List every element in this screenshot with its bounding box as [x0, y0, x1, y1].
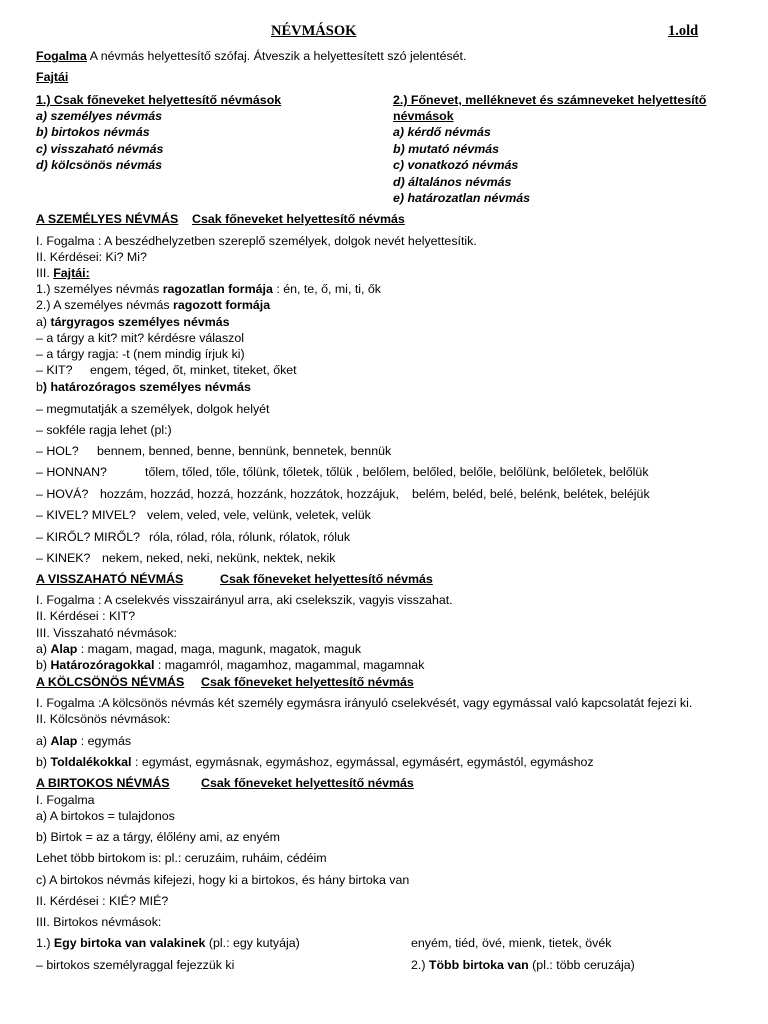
birtokos-egy-birtok [36, 936, 300, 951]
text-bold: Több birtoka van [428, 958, 529, 972]
text: b) [36, 755, 51, 769]
types-right-item: e) határozatlan névmás [393, 191, 531, 205]
text-bold: tárgyragos személyes névmás [50, 315, 230, 329]
szemelyes-line: – a tárgy a kit? mit? kérdésre válaszol [36, 331, 244, 345]
kinek-label: – KINEK? [36, 551, 91, 565]
kolcsonos-alap [36, 734, 131, 749]
types-right-item: c) vonatkozó névmás [393, 158, 519, 172]
fajtai-prefix: III. [36, 266, 54, 280]
hol-forms: bennem, benned, benne, bennünk, bennetek, bennük [97, 444, 392, 458]
types-right-header-cont: névmások [393, 109, 454, 123]
text: b) [36, 658, 51, 672]
text: a) [36, 315, 51, 329]
section-subtitle-birtokos: Csak főneveket helyettesítő névmás [201, 776, 414, 790]
text-bold: Alap [50, 642, 78, 656]
section-title-kolcsonos: A KÖLCSÖNÖS NÉVMÁS [36, 675, 185, 689]
visszahato-hatarozoragos [36, 658, 424, 673]
visszahato-alap [36, 642, 361, 657]
kit-forms: engem, téged, őt, minket, titeket, őket [90, 363, 297, 377]
page-title: NÉVMÁSOK [271, 23, 357, 39]
szemelyes-targyragos [36, 315, 230, 330]
birtokos-egy-forms: enyém, tiéd, övé, mienk, tietek, övék [411, 936, 612, 950]
types-right-header: 2.) Főnevet, melléknevet és számneveket helyettesítő [393, 93, 707, 107]
text: a) [36, 642, 51, 656]
szemelyes-line: – sokféle ragja lehet (pl:) [36, 423, 172, 437]
text: b [36, 380, 43, 394]
text: : egymás [77, 734, 132, 748]
kirol-forms: róla, rólad, róla, rólunk, rólatok, róluk [149, 530, 351, 544]
types-right-item: b) mutató névmás [393, 142, 500, 156]
types-left-item: c) visszaható névmás [36, 142, 164, 156]
text-bold: ragozatlan formája [162, 282, 273, 296]
fogalma-text: A névmás helyettesítő szófaj. Átveszik a helyettesített szó jelentését. [86, 49, 467, 63]
birtokos-line: b) Birtok = az a tárgy, élőlény ami, az enyém [36, 830, 280, 844]
text-bold: ) határozóragos személyes névmás [42, 380, 251, 394]
types-left-item: a) személyes névmás [36, 109, 163, 123]
types-right-item: a) kérdő névmás [393, 125, 491, 139]
hol-label: – HOL? [36, 444, 79, 458]
text: : egymást, egymásnak, egymáshoz, egymással, egymásért, egymástól, egymáshoz [131, 755, 594, 769]
visszahato-nevmasok: III. Visszaható névmások: [36, 626, 177, 640]
page-number: 1.old [668, 23, 699, 39]
types-left-header: 1.) Csak főneveket helyettesítő névmások [36, 93, 282, 107]
birtokos-line: a) A birtokos = tulajdonos [36, 809, 175, 823]
kit-label: – KIT? [36, 363, 73, 377]
section-title-visszahato: A VISSZAHATÓ NÉVMÁS [36, 572, 184, 586]
birtokos-line: – birtokos személyraggal fejezzük ki [36, 958, 235, 972]
fogalma-label: Fogalma [36, 49, 87, 63]
hova-forms-2: belém, beléd, belé, belénk, belétek, beléjük [412, 487, 650, 501]
szemelyes-fajtai [36, 266, 90, 281]
section-subtitle-szemelyes: Csak főneveket helyettesítő névmás [192, 212, 405, 226]
text: 2.) A személyes névmás [36, 298, 174, 312]
birtokos-nevmasok: III. Birtokos névmások: [36, 915, 162, 929]
section-subtitle-visszahato: Csak főneveket helyettesítő névmás [220, 572, 433, 586]
text: (pl.: több ceruzája) [528, 958, 635, 972]
kolcsonos-toldalekokkal [36, 755, 594, 770]
szemelyes-hatarozoragos [36, 380, 251, 395]
hova-forms: hozzám, hozzád, hozzá, hozzánk, hozzátok, hozzájuk, [100, 487, 399, 501]
szemelyes-kerdesei: II. Kérdései: Ki? Mi? [36, 250, 147, 264]
text-bold: Toldalékokkal [50, 755, 132, 769]
hova-label: – HOVÁ? [36, 487, 89, 501]
text: : én, te, ő, mi, ti, ők [272, 282, 381, 296]
birtokos-fogalma: I. Fogalma [36, 793, 95, 807]
text: 2.) [411, 958, 429, 972]
szemelyes-ragozatlan [36, 282, 381, 297]
birtokos-kerdesei: II. Kérdései : KIÉ? MIÉ? [36, 894, 169, 908]
text-bold: Határozóragokkal [50, 658, 155, 672]
intro-definition [36, 49, 466, 64]
text-bold: Egy birtoka van valakinek [53, 936, 206, 950]
types-left-item: b) birtokos névmás [36, 125, 150, 139]
text: (pl.: egy kutyája) [205, 936, 300, 950]
szemelyes-line: – megmutatják a személyek, dolgok helyét [36, 402, 270, 416]
types-left-item: d) kölcsönös névmás [36, 158, 163, 172]
text-bold: ragozott formája [173, 298, 271, 312]
types-right-item: d) általános névmás [393, 175, 512, 189]
birtokos-tobb-birtok [411, 958, 635, 973]
honnan-forms: tőlem, tőled, tőle, tőlünk, tőletek, tőlük , belőlem, belőled, belőle, belőlünk, belőletek, belőlük [145, 465, 649, 479]
text-bold: Alap [50, 734, 78, 748]
section-subtitle-kolcsonos: Csak főneveket helyettesítő névmás [201, 675, 414, 689]
birtokos-line: Lehet több birtokom is: pl.: ceruzáim, ruháim, cédéim [36, 851, 327, 865]
kirol-label: – KIRŐL? MIRŐL? [36, 530, 140, 544]
kolcsonos-nevmasok: II. Kölcsönös névmások: [36, 712, 171, 726]
text: : magam, magad, maga, magunk, magatok, maguk [77, 642, 362, 656]
text: a) [36, 734, 51, 748]
kivel-forms: velem, veled, vele, velünk, veletek, velük [147, 508, 371, 522]
kinek-forms: nekem, neked, neki, nekünk, nektek, nekik [102, 551, 336, 565]
birtokos-line: c) A birtokos névmás kifejezi, hogy ki a birtokos, és hány birtoka van [36, 873, 410, 887]
fajtai-heading: Fajtái [36, 70, 69, 84]
text: : magamról, magamhoz, magammal, magamnak [154, 658, 425, 672]
szemelyes-line: – a tárgy ragja: -t (nem mindig írjuk ki) [36, 347, 245, 361]
kivel-label: – KIVEL? MIVEL? [36, 508, 136, 522]
szemelyes-fogalma: I. Fogalma : A beszédhelyzetben szereplő személyek, dolgok nevét helyettesítik. [36, 234, 477, 248]
visszahato-kerdesei: II. Kérdései : KIT? [36, 609, 136, 623]
section-title-birtokos: A BIRTOKOS NÉVMÁS [36, 776, 170, 790]
fajtai-label: Fajtái: [53, 266, 90, 280]
szemelyes-ragozott [36, 298, 270, 313]
text: 1.) [36, 936, 54, 950]
text: 1.) személyes névmás [36, 282, 163, 296]
kolcsonos-fogalma: I. Fogalma :A kölcsönös névmás két személy egymásra irányuló cselekvését, vagy egymással való kapcsolatát fejezi ki. [36, 696, 693, 710]
honnan-label: – HONNAN? [36, 465, 107, 479]
section-title-szemelyes: A SZEMÉLYES NÉVMÁS [36, 212, 179, 226]
visszahato-fogalma: I. Fogalma : A cselekvés visszairányul arra, aki cselekszik, vagyis visszahat. [36, 593, 453, 607]
